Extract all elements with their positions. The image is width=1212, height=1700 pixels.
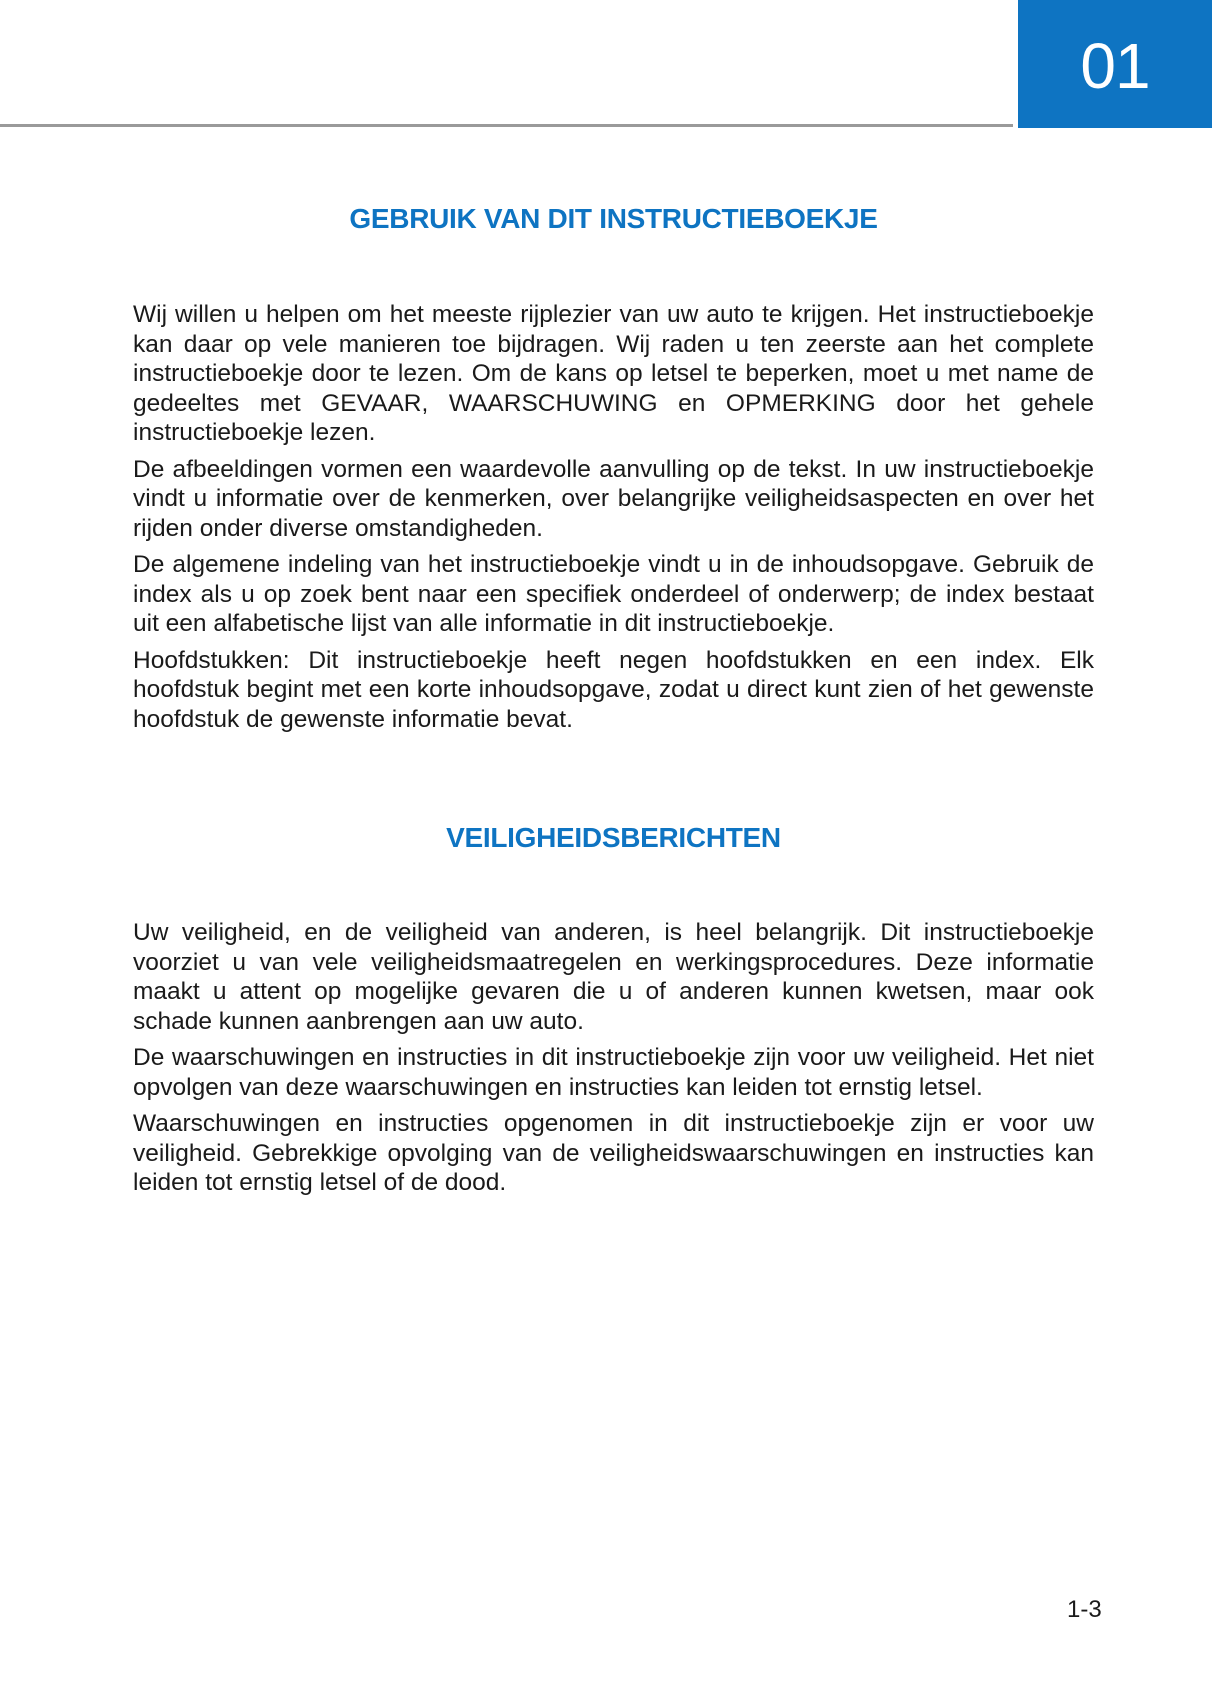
paragraph: De waarschuwingen en instructies in dit instructieboekje zijn voor uw veiligheid. Het niet opvolgen van deze waarschuwingen en instructies kan leiden tot ernstig letsel. [133, 1044, 1094, 1101]
header-rule [0, 124, 1013, 127]
paragraph: De afbeeldingen vormen een waardevolle aanvulling op de tekst. In uw instructieboekje vindt u informatie over de kenmerken, over belangrijke veiligheidsaspecten en over het rijden onder diverse omstandigheden. [133, 455, 1094, 542]
paragraph: Hoofdstukken: Dit instructieboekje heeft negen hoofdstukken en een index. Elk hoofdstuk begint met een korte inhoudsopgave, zodat u direct kunt zien of het gewenste hoofdstuk de gewenste informatie bevat. [133, 646, 1094, 733]
section-body-veiligheidsberichten [133, 918, 1094, 1205]
chapter-tab: 01 [1018, 0, 1212, 128]
paragraph: Wij willen u helpen om het meeste rijplezier van uw auto te krijgen. Het instructieboekje kan daar op vele manieren toe bijdragen. Wij raden u ten zeerste aan het complete instructieboekje door te lezen. Om de kans op letsel te beperken, moet u met name de gedeeltes met GEVAAR, WAARSCHUWING en OPMERKING door het gehele instructieboekje lezen. [133, 301, 1094, 446]
paragraph: Waarschuwingen en instructies opgenomen in dit instructieboekje zijn er voor uw veiligheid. Gebrekkige opvolging van de veiligheidswaarschuwingen en instructies kan leiden tot ernstig letsel of de dood. [133, 1110, 1094, 1196]
section-body-gebruik [133, 300, 1094, 741]
section-title-veiligheidsberichten: VEILIGHEIDSBERICHTEN [446, 822, 781, 853]
paragraph: Uw veiligheid, en de veiligheid van anderen, is heel belangrijk. Dit instructieboekje voorziet u van vele veiligheidsmaatregelen en werkingsprocedures. Deze informatie maakt u attent op mogelijke gevaren die u of anderen kunnen kwetsen, maar ook schade kunnen aanbrengen aan uw auto. [133, 919, 1094, 1035]
section-title-gebruik: GEBRUIK VAN DIT INSTRUCTIEBOEKJE [349, 203, 878, 234]
page-number: 1-3 [1067, 1596, 1102, 1623]
paragraph: De algemene indeling van het instructieboekje vindt u in de inhoudsopgave. Gebruik de index als u op zoek bent naar een specifiek onderdeel of onderwerp; de index bestaat uit een alfabetische lijst van alle informatie in dit instructieboekje. [133, 551, 1094, 637]
